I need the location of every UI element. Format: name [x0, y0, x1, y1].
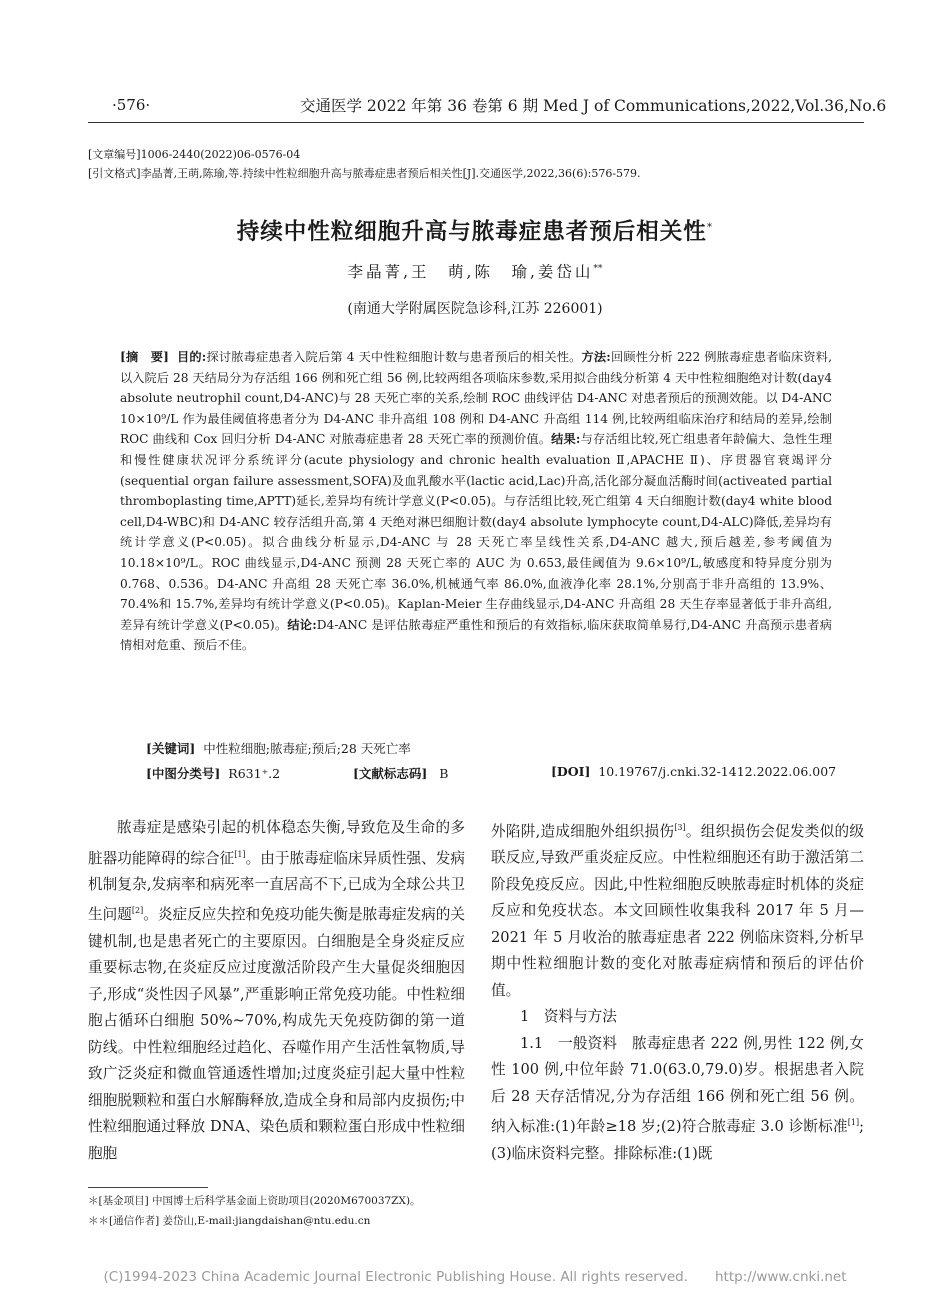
conclusion-text: D4-ANC 是评估脓毒症严重性和预后的有效指标,临床获取简单易行,D4-ANC 升高预示患者病情相对危重、预后不佳。 [120, 617, 832, 653]
doi-label: [DOI] [551, 764, 591, 779]
intro-text-1: 脓毒症是感染引起的机体稳态失衡,导致危及生命的多脏器功能障碍的综合征 [88, 819, 465, 867]
journal-header: 交通医学 2022 年第 36 卷第 6 期 Med J of Communications,2022,Vol.36,No.6 [300, 97, 887, 115]
document-code [353, 764, 448, 782]
intro-paragraph [88, 815, 465, 1167]
footnote-rule [88, 1187, 208, 1188]
body-column-right [491, 815, 864, 1167]
authors-footnote-mark: ** [593, 263, 603, 274]
conclusion-label: 结论: [287, 617, 317, 632]
keywords-label: [关键词] [146, 741, 196, 756]
intro-text-4: 外陷阱,造成细胞外组织损伤 [491, 822, 675, 840]
result-label: 结果: [551, 432, 581, 447]
aim-label: 目的: [177, 350, 207, 364]
aim-text: 探讨脓毒症患者入院后第 4 天中性粒细胞计数与患者预后的相关性。 [206, 350, 582, 364]
abstract [120, 347, 832, 656]
header-rule [88, 122, 864, 123]
doi [551, 764, 836, 779]
keywords [146, 739, 411, 757]
clc-value: R631⁺.2 [228, 766, 281, 781]
title-footnote-mark: * [706, 220, 714, 234]
subsection-label: 1.1 一般资料 [520, 1034, 618, 1052]
intro-text-2: 。由于脓毒症临床异质性强、发病机制复杂,发病率和病死率一直居高不下,已成为全球公共卫生问题 [88, 849, 465, 924]
citation-format: [引文格式]李晶菁,王萌,陈瑜,等.持续中性粒细胞升高与脓毒症患者预后相关性[J].交通医学,2022,36(6):576-579. [88, 167, 641, 180]
author-list [0, 260, 950, 282]
section-heading: 1 资料与方法 [520, 1008, 617, 1026]
page-number: ·576· [112, 96, 151, 114]
keywords-value: 中性粒细胞;脓毒症;预后;28 天死亡率 [203, 741, 411, 756]
ref-2: [2] [131, 906, 144, 916]
ref-1: [1] [234, 849, 246, 859]
subsection-text-2: ;(3)临床资料完整。排除标准:(1)既 [491, 1118, 864, 1162]
doc-label: [文献标志码] [353, 766, 428, 781]
affiliation: (南通大学附属医院急诊科,江苏 226001) [347, 301, 603, 317]
article-number: [文章编号]1006-2440(2022)06-0576-04 [88, 148, 301, 161]
intro-text-5: 。组织损伤会促发类似的级联反应,导致严重炎症反应。中性粒细胞还有助于激活第二阶段免疫反应。因此,中性粒细胞反映脓毒症时机体的炎症反应和免疫状态。本文回顾性收集我科 2017 年 5 月—2021 年 5 月收治的脓毒症患者 222 例临床资料,分析早期中性粒细胞计数的变化对脓毒症病情和预后的评估价值。 [491, 822, 864, 999]
abstract-label: [摘 要] [120, 350, 169, 364]
intro-continued [491, 815, 864, 1004]
clc-label: [中图分类号] [146, 766, 221, 781]
copyright-footer: (C)1994-2023 China Academic Journal Electronic Publishing House. All rights reserved. http://www.cnki.net [103, 1269, 847, 1285]
doc-value: B [439, 766, 449, 781]
article-title [0, 214, 950, 246]
body-column-left [88, 815, 465, 1167]
clc-number [146, 764, 280, 782]
doi-value: 10.19767/j.cnki.32-1412.2022.06.007 [598, 764, 837, 779]
intro-text-3: 。炎症反应失控和免疫功能失衡是脓毒症发病的关键机制,也是患者死亡的主要原因。白细胞是全身炎症反应重要标志物,在炎症反应过度激活阶段产生大量促炎细胞因子,形成“炎性因子风暴”,严重影响正常免疫功能。中性粒细胞占循环白细胞 50%~70%,构成先天免疫防御的第一道防线。中性粒细胞经过趋化、吞噬作用产生活性氧物质,导致广泛炎症和微血管通透性增加;过度炎症引起大量中性粒细胞脱颗粒和蛋白水解酶释放,造成全身和局部内皮损伤;中性粒细胞通过释放 DNA、染色质和颗粒蛋白形成中性粒细胞胞 [88, 906, 465, 1162]
method-label: 方法: [581, 350, 611, 364]
footnote-fund: ＊[基金项目] 中国博士后科学基金面上资助项目(2020M670037ZX)。 [88, 1195, 421, 1207]
ref-3: [3] [674, 823, 686, 832]
method-text: 回顾性分析 222 例脓毒症患者临床资料,以入院后 28 天结局分为存活组 166 例和死亡组 56 例,比较两组各项临床参数,采用拟合曲线分析第 4 天中性粒细胞绝对计数(day4 absolute neutrophil count,D4-ANC)与 28 天死亡率的关系,绘制 ROC 曲线评估 D4-ANC 对患者预后的预测效能。以 D4-ANC 10×10⁹/L 作为最佳阈值将患者分为 D4-ANC 非升高组 108 例和 D4-ANC 升高组 114 例,比较两组临床治疗和结局的差异,绘制 ROC 曲线和 Cox 回归分析 D4-ANC 对脓毒症患者 28 天死亡率的预测价值。 [120, 350, 832, 447]
title-text: 持续中性粒细胞升高与脓毒症患者预后相关性 [236, 219, 707, 245]
subsection-text-1: 脓毒症患者 222 例,男性 122 例,女性 100 例,中位年龄 71.0(63.0,79.0)岁。根据患者入院后 28 天存活情况,分为存活组 166 例和死亡组 56 例。纳入标准:(1)年龄≥18 岁;(2)符合脓毒症 3.0 诊断标准 [491, 1034, 864, 1136]
footnote-corresponding: ＊＊[通信作者] 姜岱山,E-mail:jiangdaishan@ntu.edu.cn [88, 1215, 371, 1227]
subsection-paragraph [491, 1031, 864, 1167]
ref-4: [1] [847, 1118, 860, 1128]
authors-text: 李晶菁,王 萌,陈 瑜,姜岱山 [347, 263, 594, 281]
result-text: 与存活组比较,死亡组患者年龄偏大、急性生理和慢性健康状况评分系统评分(acute physiology and chronic health evaluation Ⅱ,APACHE Ⅱ)、序贯器官衰竭评分(sequential organ failure assessment,SOFA)及血乳酸水平(lactic acid,Lac)升高,活化部分凝血活酶时间(activeated partial thromboplasting time,APTT)延长,差异均有统计学意义(P<0.05)。与存活组比较,死亡组第 4 天白细胞计数(day4 white blood cell,D4-WBC)和 D4-ANC 较存活组升高,第 4 天绝对淋巴细胞计数(day4 absolute lymphocyte count,D4-ALC)降低,差异均有统计学意义(P<0.05)。拟合曲线分析显示,D4-ANC 与 28 天死亡率呈线性关系,D4-ANC 越大,预后越差,参考阈值为 10.18×10⁹/L。ROC 曲线显示,D4-ANC 预测 28 天死亡率的 AUC 为 0.653,最佳阈值为 9.6×10⁹/L,敏感度和特异度分别为 0.768、0.536。D4-ANC 升高组 28 天死亡率 36.0%,机械通气率 86.0%,血液净化率 28.1%,分别高于非升高组的 13.9%、70.4%和 15.7%,差异均有统计学意义(P<0.05)。Kaplan-Meier 生存曲线显示,D4-ANC 升高组 28 天生存率显著低于非升高组,差异有统计学意义(P<0.05)。 [120, 432, 833, 632]
